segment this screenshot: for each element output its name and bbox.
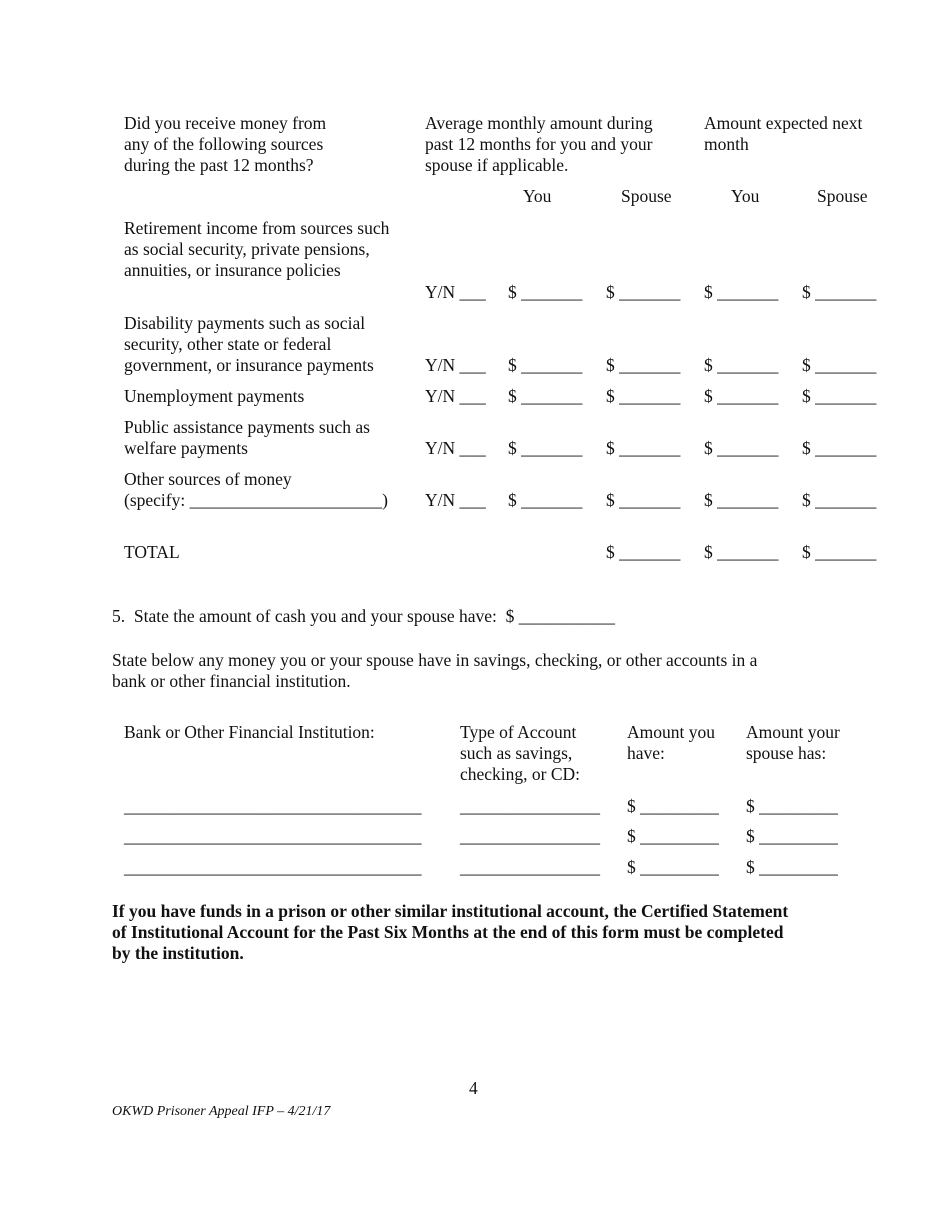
public-assistance-avg-you-field[interactable]: $ _______ [508, 438, 583, 458]
institutional-account-notice: If you have funds in a prison or other similar institutional account, the Certified Statement of Institutional Account for the Past Six Months at the end of this form must be completed by the institution. [112, 901, 789, 963]
account-type-field[interactable]: ________________ [460, 826, 600, 846]
account-type-field[interactable]: ________________ [460, 857, 600, 877]
spouse-expected-column-header: Spouse [817, 186, 868, 206]
cash-amount-question[interactable]: 5. State the amount of cash you and your spouse have: $ ___________ [112, 606, 616, 626]
disability-avg-spouse-field[interactable]: $ _______ [606, 355, 681, 375]
retirement-avg-you-field[interactable]: $ _______ [508, 282, 583, 302]
other-sources-expected-spouse-field[interactable]: $ _______ [802, 490, 877, 510]
accounts-intro-text: State below any money you or your spouse have in savings, checking, or other accounts in a bank or other financial institution. [112, 650, 758, 691]
spouse-column-header: Spouse [621, 186, 672, 206]
other-sources-expected-you-field[interactable]: $ _______ [704, 490, 779, 510]
unemployment-avg-you-field[interactable]: $ _______ [508, 386, 583, 406]
total-avg-spouse-field[interactable]: $ _______ [606, 542, 681, 562]
amount-you-have-header: Amount you have: [627, 722, 715, 763]
public-assistance-avg-spouse-field[interactable]: $ _______ [606, 438, 681, 458]
disability-avg-you-field[interactable]: $ _______ [508, 355, 583, 375]
retirement-income-label: Retirement income from sources such as social security, private pensions, annuities, or insurance policies [124, 218, 390, 280]
you-column-header: You [523, 186, 552, 206]
you-expected-column-header: You [731, 186, 760, 206]
disability-expected-you-field[interactable]: $ _______ [704, 355, 779, 375]
total-label: TOTAL [124, 542, 180, 562]
unemployment-yn-field[interactable]: Y/N ___ [425, 386, 486, 406]
amount-expected-header: Amount expected next month [704, 113, 863, 154]
amount-spouse-has-header: Amount your spouse has: [746, 722, 840, 763]
institution-header: Bank or Other Financial Institution: [124, 722, 375, 742]
unemployment-avg-spouse-field[interactable]: $ _______ [606, 386, 681, 406]
amount-spouse-field[interactable]: $ _________ [746, 826, 838, 846]
disability-expected-spouse-field[interactable]: $ _______ [802, 355, 877, 375]
other-sources-label: Other sources of money (specify: ______________________) [124, 469, 388, 510]
page-number: 4 [469, 1078, 478, 1098]
total-expected-spouse-field[interactable]: $ _______ [802, 542, 877, 562]
amount-you-field[interactable]: $ _________ [627, 796, 719, 816]
unemployment-expected-you-field[interactable]: $ _______ [704, 386, 779, 406]
amount-you-field[interactable]: $ _________ [627, 857, 719, 877]
income-question-header: Did you receive money from any of the following sources during the past 12 months? [124, 113, 327, 175]
retirement-expected-you-field[interactable]: $ _______ [704, 282, 779, 302]
account-type-field[interactable]: ________________ [460, 796, 600, 816]
unemployment-expected-spouse-field[interactable]: $ _______ [802, 386, 877, 406]
institution-field[interactable]: __________________________________ [124, 826, 422, 846]
institution-field[interactable]: __________________________________ [124, 796, 422, 816]
institution-field[interactable]: __________________________________ [124, 857, 422, 877]
amount-you-field[interactable]: $ _________ [627, 826, 719, 846]
amount-spouse-field[interactable]: $ _________ [746, 796, 838, 816]
public-assistance-expected-spouse-field[interactable]: $ _______ [802, 438, 877, 458]
average-monthly-header: Average monthly amount during past 12 months for you and your spouse if applicable. [425, 113, 653, 175]
amount-spouse-field[interactable]: $ _________ [746, 857, 838, 877]
public-assistance-label: Public assistance payments such as welfare payments [124, 417, 370, 458]
disability-yn-field[interactable]: Y/N ___ [425, 355, 486, 375]
other-sources-yn-field[interactable]: Y/N ___ [425, 490, 486, 510]
retirement-expected-spouse-field[interactable]: $ _______ [802, 282, 877, 302]
form-footer: OKWD Prisoner Appeal IFP – 4/21/17 [112, 1104, 331, 1119]
retirement-avg-spouse-field[interactable]: $ _______ [606, 282, 681, 302]
disability-payments-label: Disability payments such as social security, other state or federal government, or insurance payments [124, 313, 374, 375]
other-sources-avg-spouse-field[interactable]: $ _______ [606, 490, 681, 510]
total-expected-you-field[interactable]: $ _______ [704, 542, 779, 562]
account-type-header: Type of Account such as savings, checking, or CD: [460, 722, 581, 784]
unemployment-payments-label: Unemployment payments [124, 386, 305, 406]
retirement-yn-field[interactable]: Y/N ___ [425, 282, 486, 302]
public-assistance-expected-you-field[interactable]: $ _______ [704, 438, 779, 458]
public-assistance-yn-field[interactable]: Y/N ___ [425, 438, 486, 458]
other-sources-avg-you-field[interactable]: $ _______ [508, 490, 583, 510]
